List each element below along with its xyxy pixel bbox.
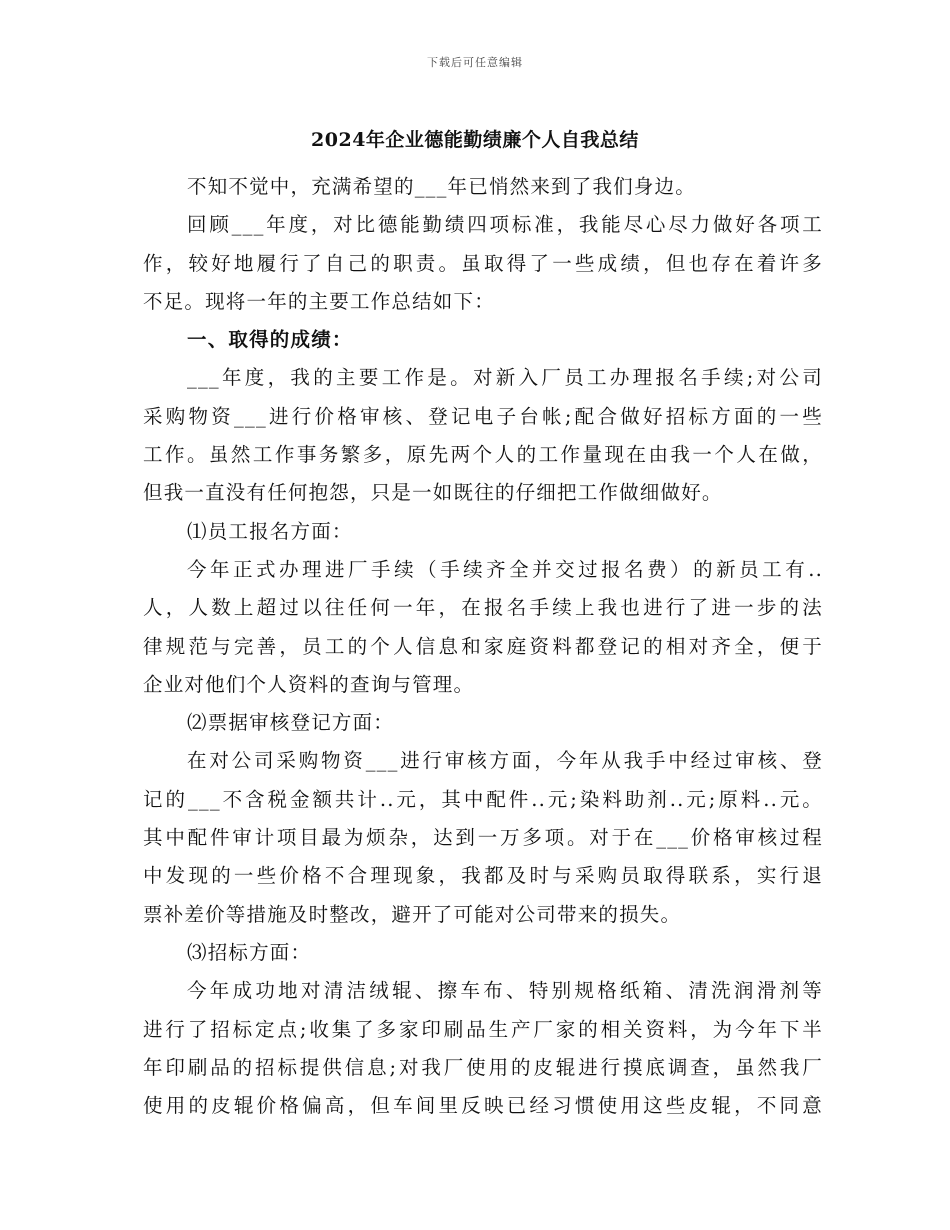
paragraph-line: 在对公司采购物资___进行审核方面，今年从我手中经过审核、登 bbox=[187, 749, 823, 773]
paragraph-line: 工作。虽然工作事务繁多，原先两个人的工作量现在由我一个人在做， bbox=[143, 443, 823, 467]
paragraph-line: 进行了招标定点;收集了多家印刷品生产厂家的相关资料，为今年下半 bbox=[143, 1017, 823, 1041]
paragraph-line: 作，较好地履行了自己的职责。虽取得了一些成绩，但也存在着许多 bbox=[143, 251, 823, 275]
paragraph-line: 律规范与完善，员工的个人信息和家庭资料都登记的相对齐全，便于 bbox=[143, 634, 823, 658]
paragraph-line: 回顾___年度，对比德能勤绩四项标准，我能尽心尽力做好各项工 bbox=[187, 213, 823, 237]
paragraph-line: 今年正式办理进厂手续（手续齐全并交过报名费）的新员工有.. bbox=[187, 557, 823, 581]
subsection-heading: ⑶招标方面： bbox=[187, 940, 312, 964]
paragraph-line: 采购物资___进行价格审核、登记电子台帐;配合做好招标方面的一些 bbox=[143, 404, 823, 428]
paragraph-line: 企业对他们个人资料的查询与管理。 bbox=[143, 672, 475, 696]
paragraph-line: 中发现的一些价格不合理现象，我都及时与采购员取得联系，实行退 bbox=[143, 864, 823, 888]
document-title: 2024年企业德能勤绩廉个人自我总结 bbox=[311, 129, 639, 151]
paragraph-line: 年印刷品的招标提供信息;对我厂使用的皮辊进行摸底调查，虽然我厂 bbox=[143, 1055, 823, 1079]
paragraph-line: 记的___不含税金额共计..元，其中配件..元;染料助剂..元;原料..元。 bbox=[143, 787, 823, 811]
document-body bbox=[143, 174, 823, 1131]
paragraph-line: 其中配件审计项目最为烦杂，达到一万多项。对于在___价格审核过程 bbox=[143, 826, 823, 850]
paragraph-line: 不足。现将一年的主要工作总结如下： bbox=[143, 289, 495, 313]
paragraph-line: ___年度，我的主要工作是。对新入厂员工办理报名手续;对公司 bbox=[187, 366, 823, 390]
section-heading: 一、取得的成绩： bbox=[187, 328, 353, 352]
paragraph-line: 票补差价等措施及时整改，避开了可能对公司带来的损失。 bbox=[143, 902, 682, 926]
subsection-heading: ⑴员工报名方面： bbox=[187, 519, 353, 543]
paragraph-line: 今年成功地对清洁绒辊、擦车布、特别规格纸箱、清洗润滑剂等 bbox=[187, 979, 823, 1003]
page-header-note: 下载后可任意编辑 bbox=[427, 56, 523, 69]
paragraph-line: 但我一直没有任何抱怨，只是一如既往的仔细把工作做细做好。 bbox=[143, 481, 723, 505]
paragraph-line: 使用的皮辊价格偏高，但车间里反映已经习惯使用这些皮辊，不同意 bbox=[143, 1094, 823, 1118]
paragraph-line: 不知不觉中，充满希望的___年已悄然来到了我们身边。 bbox=[187, 175, 696, 198]
subsection-heading: ⑵票据审核登记方面： bbox=[187, 711, 395, 735]
paragraph-line: 人，人数上超过以往任何一年，在报名手续上我也进行了进一步的法 bbox=[143, 596, 823, 620]
